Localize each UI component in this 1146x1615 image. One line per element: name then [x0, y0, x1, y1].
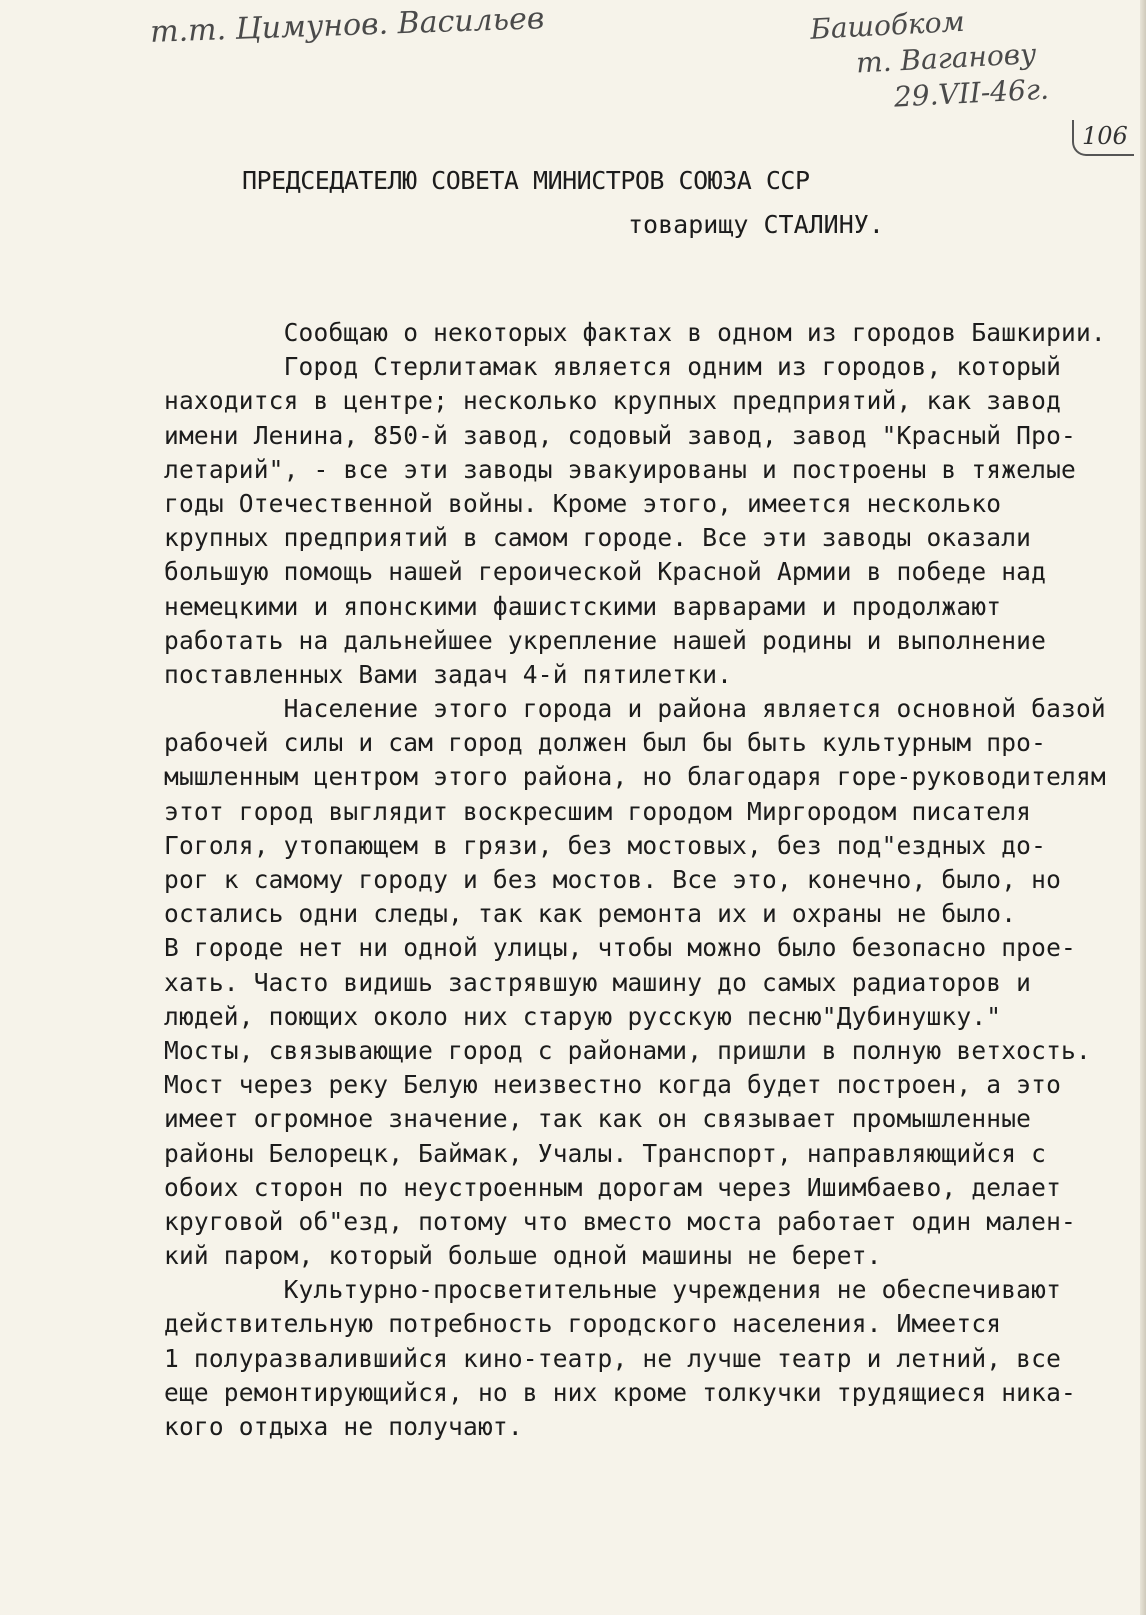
handwritten-resolution	[809, 0, 1114, 120]
body-line: рог к самому городу и без мостов. Все это, конечно, было, но	[164, 865, 1062, 894]
body-line: остались одни следы, так как ремонта их и охраны не было.	[164, 899, 1017, 929]
body-line: кого отдыха не получают.	[164, 1412, 523, 1441]
body-line: крупных предприятий в самом городе. Все эти заводы оказали	[164, 523, 1032, 553]
body-line: Гоголя, утопающем в грязи, без мостовых, без под"ездных до-	[164, 830, 1047, 860]
body-line: людей, поющих около них старую русскую песню"Дубинушку."	[164, 1001, 1002, 1031]
body-line: еще ремонтирующийся, но в них кроме толкучки трудящиеся ника-	[164, 1377, 1076, 1407]
body-line: Мосты, связывающие город с районами, пришли в полную ветхость.	[164, 1035, 1091, 1065]
body-line: Сообщаю о некоторых фактах в одном из городов Башкирии.	[164, 318, 1106, 347]
body-line: 1 полуразвалившийся кино-театр, не лучше театр и летний, все	[164, 1343, 1062, 1373]
body-line: мышленным центром этого района, но благодаря горе-руководителям	[164, 762, 1106, 792]
resolution-line: Башобком	[809, 4, 966, 46]
body-line: обоих сторон по неустроенным дорогам через Ишимбаево, делает	[164, 1172, 1062, 1202]
resolution-line: т. Ваганову	[855, 37, 1038, 80]
body-line: хать. Часто видишь застрявшую машину до самых радиаторов и	[164, 967, 1032, 997]
body-line: Культурно-просветительные учреждения не обеспечивают	[164, 1275, 1062, 1305]
body-line: кий паром, который больше одной машины не берет.	[164, 1241, 882, 1271]
body-line: этот город выглядит воскресшим городом Миргородом писателя	[164, 796, 1032, 826]
body-line: летарий", - все эти заводы эвакуированы и построены в тяжелые	[164, 454, 1076, 484]
body-line: работать на дальнейшее укрепление нашей родины и выполнение	[164, 625, 1047, 655]
body-line: имени Ленина, 850-й завод, содовый завод, завод "Красный Про-	[164, 420, 1076, 450]
body-line: круговой об"езд, потому что вместо моста работает один мален-	[164, 1206, 1076, 1236]
body-line: В городе нет ни одной улицы, чтобы можно было безопасно прое-	[164, 933, 1076, 963]
body-line: районы Белорецк, Баймак, Учалы. Транспорт, направляющийся с	[164, 1138, 1047, 1168]
body-line: поставленных Вами задач 4-й пятилетки.	[164, 659, 733, 689]
body-line: действительную потребность городского населения. Имеется	[164, 1309, 1002, 1339]
body-line: рабочей силы и сам город должен был бы быть культурным про-	[164, 728, 1047, 758]
body-line: Население этого города и района является основной базой	[164, 694, 1106, 724]
letter-title: ПРЕДСЕДАТЕЛЮ СОВЕТА МИНИСТРОВ СОЮЗА ССР	[242, 166, 810, 195]
sheet-number: 106	[1072, 120, 1134, 156]
letter-body	[164, 316, 1106, 1444]
letter-addressee: товарищу СТАЛИНУ.	[628, 210, 884, 239]
body-line: большую помощь нашей героической Красной Армии в победе над	[164, 557, 1047, 587]
body-line: годы Отечественной войны. Кроме этого, имеется несколько	[164, 488, 1002, 518]
resolution-line: 29.VII-46г.	[893, 72, 1050, 114]
body-line: имеет огромное значение, так как он связывает промышленные	[164, 1104, 1032, 1134]
body-line: Мост через реку Белую неизвестно когда будет построен, а это	[164, 1070, 1062, 1100]
body-line: Город Стерлитамак является одним из городов, который	[164, 352, 1062, 382]
handwritten-note-top-left: т.т. Цимунов. Васильев	[149, 1, 545, 50]
body-line: находится в центре; несколько крупных предприятий, как завод	[164, 386, 1062, 416]
body-line: немецкими и японскими фашистскими варварами и продолжают	[164, 591, 1002, 621]
